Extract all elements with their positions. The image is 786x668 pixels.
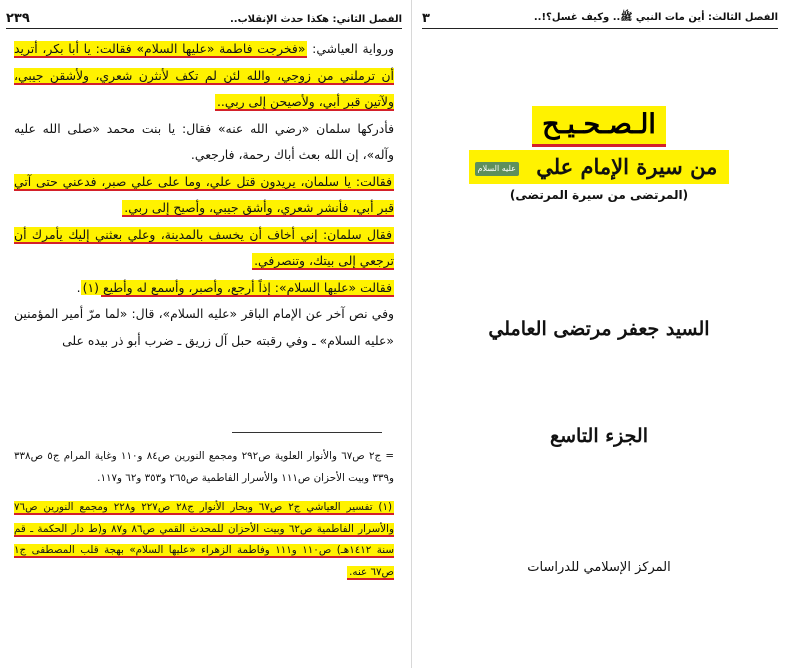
book-title-text: الـصـحـيـح <box>532 106 666 147</box>
volume-label: الجزء التاسع <box>550 425 648 447</box>
paragraph <box>14 169 394 222</box>
right-page-header <box>422 6 778 29</box>
footnote-separator <box>232 432 382 433</box>
footnote <box>14 497 394 583</box>
highlighted-footnote-text: (١) تفسير العياشي ج٢ ص٦٧ وبحار الأنوار ج٢٨ ص٢٢٧ و٢٢٨ ومجمع النورين ص٧٦ والأسرار الفاطمية ص٦٢ وبيت الأحزان للمحدث القمي ص٨٦ و٨٧ و(ط دار الحكمة ـ قم سنة ١٤١٢هـ) ص١١٠ و١١١ وفاطمة الزهراء «عليها السلام» بهجة قلب المصطفى ج١ ص٦٧ عنه. <box>14 501 395 578</box>
text-segment: ورواية العياشي: <box>307 41 394 56</box>
paragraph <box>14 301 394 354</box>
paragraph <box>14 275 394 302</box>
highlighted-text: فقالت «عليها السلام»: إذاً أرجع، وأصبر، وأسمع له وأطيع <box>102 279 392 295</box>
highlighted-text: «فخرجت فاطمة «عليها السلام» فقالت: يا أبا بكر، أتريد أن ترملني من زوجي، والله لئن لم تكف لأنثرن شعري، ولأشقن جيبي، ولآتين قبر أبي، ولأصيحن إلى ربي.. <box>14 41 394 109</box>
text-segment: . <box>76 279 81 295</box>
author-name: السيد جعفر مرتضى العاملي <box>488 318 710 340</box>
book-subtitle <box>412 150 786 184</box>
highlighted-text: فقالت: يا سلمان، يريدون قتل علي، وما على علي صبر، فدعني حتى آتي قبر أبي، فأنشر شعري، وأشق جيبي، وأصيح إلى ربي. <box>14 173 394 215</box>
right-page <box>412 0 786 668</box>
footnote <box>14 446 394 489</box>
paragraph <box>14 36 394 116</box>
left-body-text <box>14 36 394 354</box>
left-footnotes <box>14 446 394 591</box>
book-subtitle-text: من سيرة الإمام علي <box>530 150 723 184</box>
book-secondary-title: (المرتضى من سيرة المرتضى) <box>509 188 689 202</box>
left-header-title: الفصل الثاني: هكذا حدث الإنقلاب.. <box>229 14 402 25</box>
text-segment: فأدركها سلمان «رضي الله عنه» فقال: يا بنت محمد «صلى الله عليه وآله»، إن الله بعث أباك رحمة، فارجعي. <box>14 120 394 162</box>
footnote-text: = ج٢ ص٦٧ والأنوار العلوية ص٢٩٢ ومجمع النورين ص٨٤ و١١٠ وغاية المرام ج٥ ص٣٣٨ و٣٣٩ وبيت الأحزان ص١١١ والأسرار الفاطمية ص٢٦٥ و٣٥٣ و٦٢ و١١٧. <box>14 450 394 484</box>
right-header-title: الفصل الثالث: أين مات النبي ﷺ.. وكيف غسل؟!.. <box>533 12 778 23</box>
text-segment: وفي نص آخر عن الإمام الباقر «عليه السلام»، قال: «لما مرّ أمير المؤمنين «عليه السلام» ـ وفي رقبته حبل آل زريق ـ ضرب أبو ذر بيده على <box>14 306 394 348</box>
paragraph <box>14 116 394 169</box>
book-title <box>412 106 786 147</box>
publisher-name: المركز الإسلامي للدراسات <box>527 560 671 575</box>
left-page-number: ٢٣٩ <box>6 11 30 26</box>
right-page-number: ٣ <box>422 11 430 26</box>
honorific-seal-icon: عليه السلام <box>475 162 519 176</box>
paragraph <box>14 222 394 275</box>
highlighted-text: (١) <box>82 279 99 295</box>
highlighted-text: فقال سلمان: إني أخاف أن يخسف بالمدينة، وعلي بعثني إليك يأمرك أن ترجعي إلى بيتك، وتنصرفي. <box>14 226 394 268</box>
left-page-header <box>6 6 402 29</box>
